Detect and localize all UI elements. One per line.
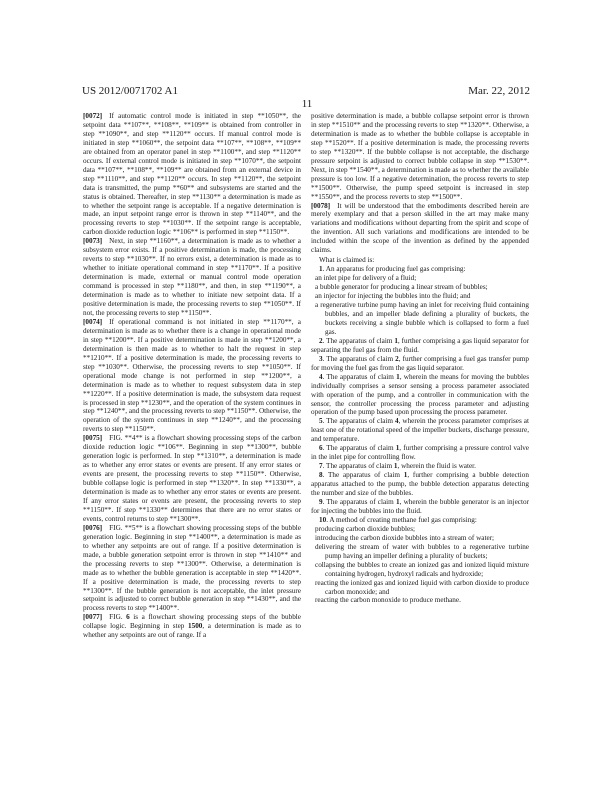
reference-numeral: 7	[319, 462, 323, 471]
claim: 7. The apparatus of claim 1, wherein the fluid is water.	[319, 462, 476, 471]
claim-element: an inlet pipe for delivery of a fluid;	[315, 274, 417, 283]
reference-numeral: 1	[394, 336, 398, 345]
paragraph	[83, 434, 301, 524]
claim: 3. The apparatus of claim 2, further comprising a fuel gas transfer pump for moving the fuel gas from the gas liquid separator.	[311, 354, 529, 372]
reference-numeral: 1500	[188, 622, 203, 631]
claim-element: reacting the ionized gas and ionized liquid with carbon dioxide to produce carbon monoxide; and	[315, 578, 529, 596]
paragraph-text: FIG. **5** is a flowchart showing processing steps of the bubble generation logic. Beginning in step **1400**, a determination is made as to whether any setpoints are out of range. If a positive determination is made, a bubble generation setpoint error is thrown in step **1410** and the processing reverts to step **1300**. Otherwise, a determination is made as to whether the bubble generation is acceptable in step **1420**. If a positive determination is made, the processing reverts to step **1300**. If the bubble generation is not acceptable, the inlet pressure setpoint is adjusted to correct bubble generation in step **1430**, and the process reverts to step **1400**.	[83, 523, 301, 613]
reference-numeral: 10	[319, 515, 327, 524]
claim-element: producing carbon dioxide bubbles;	[315, 524, 416, 533]
reference-numeral: 1	[403, 471, 408, 480]
claim: 6. The apparatus of claim 1, further comprising a pressure control valve in the inlet pipe for controlling flow.	[311, 444, 529, 462]
paragraph-text: FIG. 6 is a flowchart showing processing steps of the bubble collapse logic. Beginning in step 1500, a determination is made as to whether any setpoints are out of range. If a	[83, 613, 302, 640]
paragraph-text: Next, in step **1160**, a determination is made as to whether a subsystem error exists. If a positive determination is made, the processing reverts to step **1030**. If no errors exist, a determination is made as to whether to initiate operational command in step **1170**. If a positive determination is made, external or manual control mode operation command is processed in step **1180**, and then, in step **1190**, a determination is made as to whether to initiate new setpoint data. If a positive determination is made, the processing reverts to step **1050**. If not, the processing reverts to step **1150**.	[83, 237, 301, 317]
claim: 10. A method of creating methane fuel gas comprising:	[319, 515, 477, 524]
reference-numeral: 8	[319, 471, 323, 480]
paragraph-number: [0076]	[83, 523, 103, 532]
right-column	[311, 112, 529, 605]
paragraph-number: [0078]	[311, 201, 331, 210]
paragraph	[83, 112, 301, 237]
claim-element: introducing the carbon dioxide bubbles into a stream of water;	[315, 533, 495, 542]
reference-numeral: 4	[394, 417, 399, 426]
claim-element: delivering the stream of water with bubbles to a regenerative turbine pump having an impeller defining a plurality of buckets;	[315, 542, 529, 560]
claims-list	[311, 265, 529, 605]
reference-numeral: 6	[126, 613, 130, 622]
claim: 2. The apparatus of claim 1, further comprising a gas liquid separator for separating the fuel gas from the fluid.	[311, 336, 529, 354]
publication-date: Mar. 22, 2012	[468, 85, 530, 97]
reference-numeral: 1	[395, 444, 400, 453]
reference-numeral: 6	[319, 444, 323, 453]
claim: 4. The apparatus of claim 1, wherein the means for moving the bubbles individually comprises a sensor sensing a process parameter associated with operation of the pump, and a controller in communication with the sensor, the controller processing the process parameter and adjusting operation of the pump based upon processing the process parameter.	[311, 372, 529, 417]
reference-numeral: 9	[319, 497, 323, 506]
claim: 1. An apparatus for producing fuel gas comprising:	[319, 265, 466, 274]
paragraph-number: [0075]	[83, 434, 103, 443]
paragraph-number: [0073]	[83, 237, 103, 246]
paragraph-number: [0077]	[83, 613, 103, 622]
claim: 8. The apparatus of claim 1, further comprising a bubble detection apparatus attached to the pump, the bubble detection apparatus detecting the number and size of the bubbles.	[311, 471, 529, 498]
claim-element: a regenerative turbine pump having an inlet for receiving fluid containing bubbles, and an impeller blade defining a plurality of buckets, the buckets receiving a single bubble which is collapsed to form a fuel gas.	[315, 301, 529, 336]
paragraph-number: [0074]	[83, 317, 103, 326]
paragraph	[83, 318, 301, 434]
paragraph	[83, 524, 301, 614]
paragraph-text: If operational command is not initiated in step **1170**, a determination is made as to whether there is a change in operational mode in step **1200**. If a positive determination is made in step **1200**, a determination is then made as to whether to halt the request in step **1210**. If a positive determination is made, the processing reverts to step **1030**. Otherwise, the processing reverts to step **1050**. If operational mode change is not performed in step **1200**, a determination is made as to whether to request subsystem data in step **1220**. If a positive determination is made, the subsystem data request is processed in step **1230**, and the operation of the system continues in step **1240**, and the processing reverts to step **1150**. Otherwise, the operation of the system continues in step **1240**, and the processing reverts to step **1150**.	[83, 317, 301, 434]
claim-element: an injector for injecting the bubbles into the fluid; and	[315, 292, 471, 301]
reference-numeral: 3	[319, 354, 323, 363]
reference-numeral: 2	[395, 354, 399, 363]
reference-numeral: 1	[395, 497, 400, 506]
claims-intro: What is claimed is:	[319, 256, 375, 265]
reference-numeral: 5	[319, 417, 323, 426]
publication-number: US 2012/0071702 A1	[82, 85, 178, 97]
reference-numeral: 2	[319, 336, 323, 345]
reference-numeral: 1	[393, 462, 398, 471]
paragraph-0078	[311, 202, 529, 256]
paragraph-number: [0072]	[83, 112, 103, 120]
claim: 9. The apparatus of claim 1, wherein the bubble generator is an injector for injecting the bubbles into the fluid.	[311, 497, 529, 515]
claim-element: a bubble generator for producing a linear stream of bubbles;	[315, 283, 488, 292]
reference-numeral: 1	[396, 372, 400, 381]
continued-paragraph: positive determination is made, a bubble collapse setpoint error is thrown in step **1510** and the processing reverts to step **1320**. Otherwise, a determination is made as to whether the bubble collapse is acceptable in step **1520**. If a positive determination is made, the processing reverts to step **1320**. If the bubble collapse is not acceptable, the discharge pressure setpoint is adjusted to correct bubble collapse in step **1530**. Next, in step **1540**, a determination is made as to whether the available pressure is too low. If a negative determination, the process reverts to step **1500**. Otherwise, the pump speed setpoint is increased in step **1550**, and the process reverts to step **1500**.	[311, 112, 529, 201]
paragraph-text: FIG. **4** is a flowchart showing processing steps of the carbon dioxide reduction logic **106**. Beginning in step **1300**, bubble generation logic is performed. In step **1310**, a determination is made as to whether any error states or events are present. If any error states or events are present, the processing reverts to step **1150**. Otherwise, bubble collapse logic is performed in step **1320**. In step **1330**, a determination is made as to whether any error states or events are present. If any error states or events are present, the processing reverts to step **1150**. If step **1330** determines that there are no error states or events, control returns to step **1300**.	[83, 434, 301, 523]
claim-element: collapsing the bubbles to create an ionized gas and ionized liquid mixture containing hydrogen, hydroxyl radicals and hydroxide;	[315, 560, 529, 578]
paragraph-text: It will be understood that the embodiments described herein are merely exemplary and that a person skilled in the art may make many variations and modifications without departing from the spirit and scope of the invention. All such variations and modifications are intended to be included within the scope of the invention as defined by the appended claims.	[311, 201, 529, 255]
reference-numeral: 1	[319, 265, 323, 274]
paragraph-text: If automatic control mode is initiated in step **1050**, the setpoint data **107**, **108**, **109** is obtained from controller in step **1090**, and step **1120** occurs. If manual control mode is initiated in step **1060**, the setpoint data **107**, **108**, **109** are obtained from an operator panel in step **1100**, and step **1120** occurs. If external control mode is initiated in step **1070**, the setpoint data **107**, **108**, **109** are obtained from an external device in step **1110**, and step **1120** occurs. In step **1120**, the setpoint data is transmitted, the pump **60** and subsystems are started and the status is obtained. Thereafter, in step **1130** a determination is made as to whether the setpoint range is acceptable. If a negative determination is made, an input setpoint range error is thrown in step **1140**, and the processing reverts to step **1030**. If the setpoint range is acceptable, carbon dioxide reduction logic **106** is performed in step **1150**.	[83, 112, 301, 237]
left-column	[83, 112, 301, 640]
claim: 5. The apparatus of claim 4, wherein the process parameter comprises at least one of the rotational speed of the impeller buckets, discharge pressure, and temperature.	[311, 417, 529, 444]
paragraph	[83, 237, 301, 318]
paragraph	[83, 613, 301, 640]
page-number: 11	[301, 98, 313, 110]
claim-element: reacting the carbon monoxide to produce methane.	[315, 596, 461, 605]
reference-numeral: 4	[319, 372, 323, 381]
